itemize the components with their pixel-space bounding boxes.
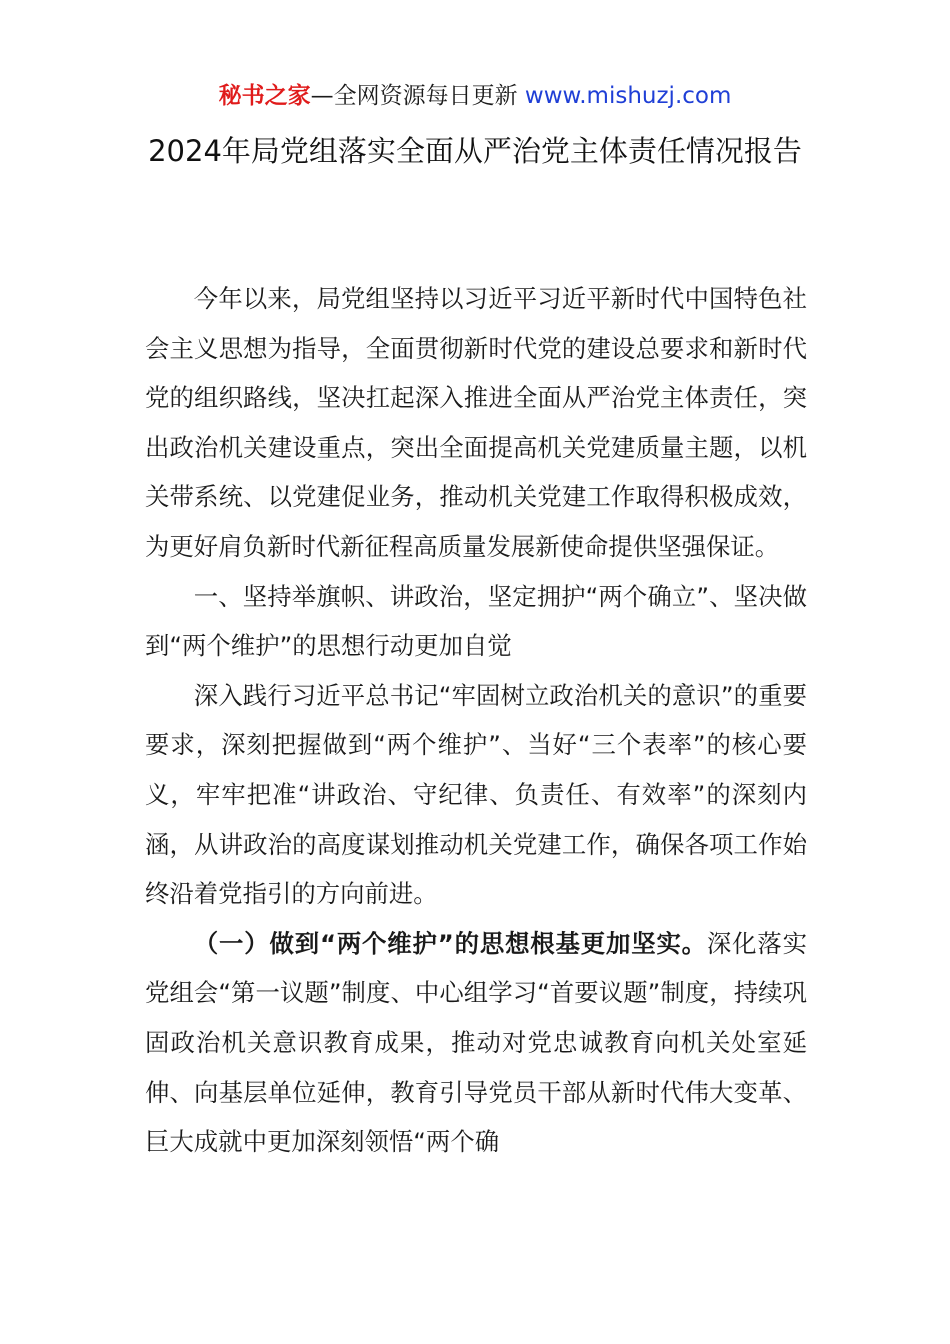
brand-name: 秘书之家 bbox=[218, 83, 311, 109]
section-heading: 一、坚持举旗帜、讲政治，坚定拥护“两个确立”、坚决做到“两个维护”的思想行动更加自觉 bbox=[145, 581, 807, 661]
subsection-text: 深化落实党组会“第一议题”制度、中心组学习“首要议题”制度，持续巩固政治机关意识教育成果，推动对党忠诚教育向机关处室延伸、向基层单位延伸，教育引导党员干部从新时代伟大变革、巨大成就中更加深刻领悟“两个确 bbox=[145, 928, 807, 1157]
subsection-heading: （一）做到“两个维护”的思想根基更加坚实。 bbox=[193, 928, 707, 958]
subsection-paragraph bbox=[145, 919, 807, 1167]
site-url-link[interactable]: www.mishuzj.com bbox=[524, 83, 732, 109]
document-body bbox=[145, 274, 807, 1167]
site-header bbox=[0, 80, 950, 112]
header-tagline: —全网资源每日更新 bbox=[310, 83, 525, 109]
intro-paragraph: 今年以来，局党组坚持以习近平习近平新时代中国特色社会主义思想为指导，全面贯彻新时代党的建设总要求和新时代党的组织路线，坚决扛起深入推进全面从严治党主体责任，突出政治机关建设重点，突出全面提高机关党建质量主题，以机关带系统、以党建促业务，推动机关党建工作取得积极成效，为更好肩负新时代新征程高质量发展新使命提供坚强保证。 bbox=[145, 284, 807, 561]
section-paragraph: 深入践行习近平总书记“牢固树立政治机关的意识”的重要要求，深刻把握做到“两个维护”、当好“三个表率”的核心要义，牢牢把准“讲政治、守纪律、负责任、有效率”的深刻内涵，从讲政治的高度谋划推动机关党建工作，确保各项工作始终沿着党指引的方向前进。 bbox=[145, 680, 807, 909]
document-title: 2024年局党组落实全面从严治党主体责任情况报告 bbox=[148, 134, 802, 168]
